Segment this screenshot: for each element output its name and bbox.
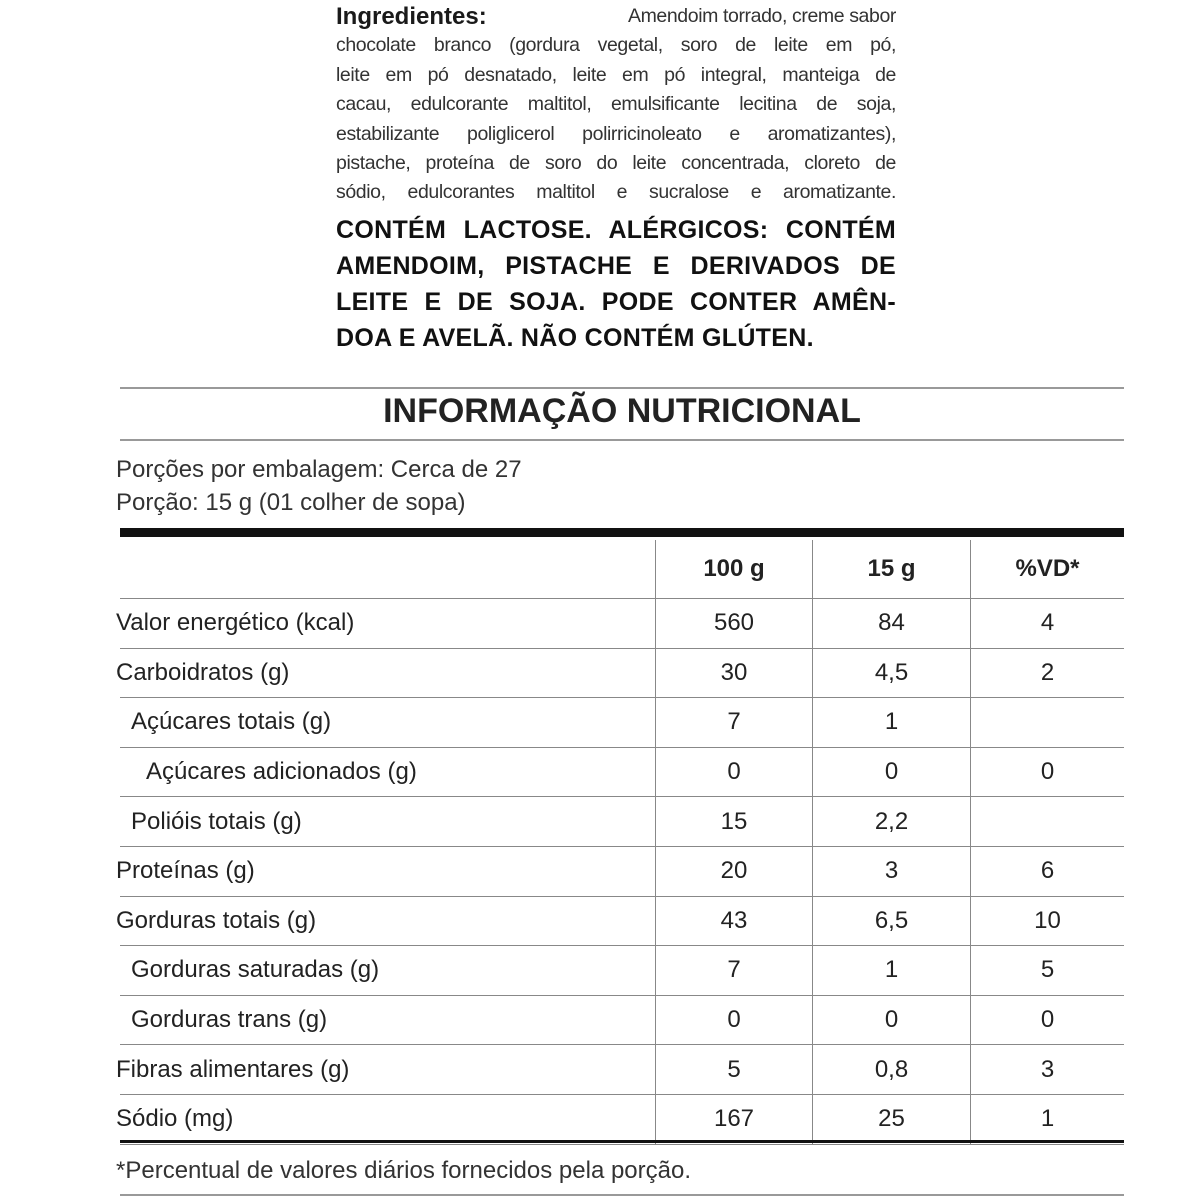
servings-per-package: Porções por embalagem: Cerca de 27 [116,456,522,483]
value-vd [971,995,1125,1045]
table-row [120,1094,1124,1144]
value-vd [971,648,1125,698]
value-per-serving [813,1045,971,1095]
thick-divider [120,1140,1124,1143]
value-vd [971,1045,1125,1095]
allergen-warning-line: LEITE E DE SOJA. PODE CONTER AMÊN- [336,287,896,316]
value-per-100g-text: 5 [727,1055,741,1083]
nutrient-name [116,648,656,698]
value-per-serving [813,946,971,996]
table-header-row [120,540,1124,599]
divider [120,387,1124,389]
nutrient-name-text: Fibras alimentares (g) [116,1055,350,1083]
value-per-100g-text: 0 [727,758,741,786]
value-vd-text: 2 [1040,658,1055,686]
nutrient-name [116,599,656,649]
value-per-serving [813,846,971,896]
value-per-100g [656,648,813,698]
value-per-serving-text: 25 [878,1105,905,1133]
value-vd-text: 6 [1040,857,1055,885]
table-row [120,896,1124,946]
value-per-serving-text: 0 [884,1006,899,1034]
nutrient-name-text: Gorduras saturadas (g) [131,956,380,984]
value-vd-text: 5 [1040,956,1055,984]
value-per-serving-text: 0 [884,758,899,786]
table-row [120,747,1124,797]
ingredients-line: estabilizante poliglicerol polirricinoleato e aromatizantes), [336,122,896,145]
table-row [120,995,1124,1045]
table-row [120,797,1124,847]
nutrient-name-text: Proteínas (g) [116,857,255,885]
nutrient-name-text: Carboidratos (g) [116,658,290,686]
value-per-serving [813,698,971,748]
nutrient-name [120,698,656,748]
value-per-serving [813,747,971,797]
table-row [120,946,1124,996]
nutrient-name [120,797,656,847]
value-per-serving [813,648,971,698]
value-per-100g [656,797,813,847]
nutrient-name-text: Açúcares adicionados (g) [146,758,417,786]
ingredients-line: leite em pó desnatado, leite em pó integral, manteiga de [336,63,896,86]
table-row [120,698,1124,748]
value-per-serving [813,1094,971,1144]
nutrient-name [116,1094,656,1144]
value-vd-text: 10 [1034,906,1061,934]
value-per-serving [813,896,971,946]
nutrient-name-text: Polióis totais (g) [131,807,302,835]
ingredients-line: cacau, edulcorante maltitol, emulsificante lecitina de soja, [336,93,896,116]
value-per-100g-text: 167 [713,1105,755,1133]
table-row [120,1045,1124,1095]
ingredients-line: sódio, edulcorantes maltitol e sucralose e aromatizante. [336,181,896,204]
value-vd [971,698,1125,748]
ingredients-line: pistache, proteína de soro do leite concentrada, cloreto de [336,151,896,174]
divider [120,1194,1124,1196]
value-per-100g [656,747,813,797]
value-per-100g [656,1094,813,1144]
header-per-serving: 15 g [813,540,971,599]
nutrient-name [116,846,656,896]
table-row [120,599,1124,649]
value-vd-text: 0 [1040,758,1055,786]
footnote: *Percentual de valores diários fornecidos pela porção. [116,1157,692,1184]
value-per-serving-text: 1 [884,708,899,736]
nutrient-name-text: Açúcares totais (g) [131,708,332,736]
value-per-100g [656,995,813,1045]
value-per-serving-text: 2,2 [874,807,909,835]
value-per-serving-text: 1 [884,956,899,984]
value-vd-text: 0 [1040,1006,1055,1034]
nutrient-name [120,995,656,1045]
allergen-warning-line: CONTÉM LACTOSE. ALÉRGICOS: CONTÉM [336,215,896,244]
value-per-100g [656,599,813,649]
value-vd [971,1094,1125,1144]
serving-size: Porção: 15 g (01 colher de sopa) [116,489,466,516]
header-nutrient [120,540,656,599]
ingredients-block [336,2,896,356]
nutrient-name-text: Sódio (mg) [116,1105,234,1133]
value-per-serving [813,599,971,649]
value-vd [971,946,1125,996]
allergen-warning-line: AMENDOIM, PISTACHE E DERIVADOS DE [336,251,896,280]
nutrient-name [120,747,656,797]
value-per-100g-text: 7 [727,708,741,736]
value-vd [971,747,1125,797]
value-vd [971,896,1125,946]
nutrient-name [116,1045,656,1095]
nutrient-name [120,946,656,996]
value-per-100g-text: 30 [720,658,748,686]
value-vd-text: 4 [1040,609,1055,637]
nutrient-name [116,896,656,946]
ingredients-first-line [336,2,896,31]
nutrient-name-text: Gorduras trans (g) [131,1006,328,1034]
value-per-100g-text: 43 [720,906,748,934]
value-per-100g-text: 7 [727,956,741,984]
header-per-100g: 100 g [656,540,813,599]
value-vd-text: 1 [1040,1105,1055,1133]
value-per-serving-text: 6,5 [874,906,909,934]
value-vd [971,846,1125,896]
table-row [120,648,1124,698]
ingredients-label: Ingredientes: [336,3,487,30]
divider [120,439,1124,441]
value-per-serving-text: 4,5 [874,658,909,686]
value-vd-text: 3 [1040,1055,1055,1083]
value-per-serving [813,797,971,847]
header-vd: %VD* [971,540,1125,599]
thick-divider [120,528,1124,537]
nutrient-name-text: Gorduras totais (g) [116,906,317,934]
value-vd [971,599,1125,649]
nutrition-title: INFORMAÇÃO NUTRICIONAL [383,392,861,430]
value-per-serving-text: 84 [878,609,905,637]
value-per-100g [656,698,813,748]
value-per-serving-text: 0,8 [874,1055,909,1083]
table-row [120,846,1124,896]
value-vd [971,797,1125,847]
value-per-100g [656,946,813,996]
value-per-serving [813,995,971,1045]
value-per-100g-text: 560 [713,609,755,637]
value-per-100g [656,896,813,946]
nutrient-name-text: Valor energético (kcal) [116,609,355,637]
allergen-warning-line: DOA E AVELÃ. NÃO CONTÉM GLÚTEN. [336,323,814,352]
value-per-100g [656,846,813,896]
value-per-100g-text: 20 [720,857,748,885]
value-per-serving-text: 3 [884,857,899,885]
value-per-100g [656,1045,813,1095]
value-per-100g-text: 15 [720,807,748,835]
value-per-100g-text: 0 [727,1006,741,1034]
nutrition-table [116,540,1124,1145]
ingredients-text: Amendoim torrado, creme sabor [627,5,896,27]
ingredients-line: chocolate branco (gordura vegetal, soro de leite em pó, [336,34,896,57]
